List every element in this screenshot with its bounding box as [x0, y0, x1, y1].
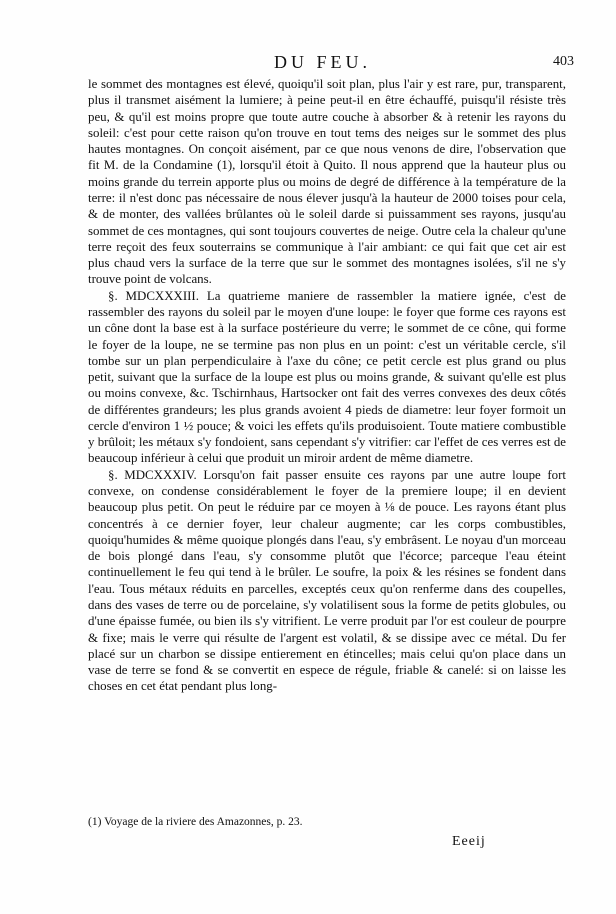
- paragraph-continuation: le sommet des montagnes est élevé, quoiqu'il soit plan, plus l'air y est rare, pur, transparent, plus il transmet aisément la lumiere; à peine peut-il en être échauffé, puisqu'il résiste très peu, & qu'il est moins propre que toute autre couche à absorber & à retenir les rayons du soleil: c'est pour cette raison qu'on trouve en tout tems des neiges sur le sommet des plus hautes montagnes. On conçoit aisément, par ce que nous venons de dire, l'observation que fit M. de la Condamine (1), lorsqu'il étoit à Quito. Il nous apprend que la hauteur plus ou moins grande du terrein apporte plus ou moins de degré de différence à la température de la terre: il n'est donc pas nécessaire de nous élever jusqu'à la hauteur de 2000 toises pour cela, & de monter, des vallées brûlantes où le soleil darde si puissamment ses rayons, jusqu'au sommet de ces montagnes, qui sont toujours couvertes de neige. Outre cela la chaleur qu'une terre reçoit des feux souterrains se communique à l'air ambiant: ce qui fait que cet air est plus chaud vers la surface de la terre que sur le sommet des montagnes isolées, s'il ne s'y trouve point de volcans.: [88, 77, 566, 287]
- page-number: 403: [553, 54, 574, 69]
- body-text: [88, 76, 566, 695]
- running-head: [88, 52, 574, 76]
- signature-mark: Eeeij: [452, 834, 486, 849]
- page-title: DU FEU.: [274, 52, 372, 72]
- paragraph-section-1633: §. MDCXXXIII. La quatrieme maniere de rassembler la matiere ignée, c'est de rassembler des rayons du soleil par le moyen d'une loupe: le foyer que forme ces rayons est un cône dont la base est à la surface postérieure du verre; le sommet de ce cône, qui forme le foyer de la loupe, ne se termine pas non plus en un point: c'est un véritable cercle, s'il tombe sur un plan perpendiculaire à l'axe du cône; ce petit cercle est plus grand ou plus petit, suivant que la surface de la loupe est plus ou moins grande, & suivant qu'elle est plus ou moins convexe, &c. Tschirnhaus, Hartsocker ont fait des verres convexes des deux côtés de différentes grandeurs; les plus grands avoient 4 pieds de diametre: leur foyer formoit un cercle d'environ 1 ½ pouce; & voici les effets qu'ils produisoient. Toute matiere combustible y brûloit; les métaux s'y fondoient, sans cependant s'y vitrifier: car l'effet de ces verres est de beaucoup inférieur à celui que produit un miroir ardent de même diametre.: [88, 288, 566, 466]
- footnote: (1) Voyage de la riviere des Amazonnes, p. 23.: [88, 816, 303, 828]
- paragraph-section-1634: §. MDCXXXIV. Lorsqu'on fait passer ensuite ces rayons par une autre loupe fort convexe, on condense considérablement le foyer de la premiere loupe; il en devient beaucoup plus petit. On peut le réduire par ce moyen à ⅛ de pouce. Les rayons étant plus concentrés à ce dernier foyer, leur chaleur augmente; car les corps combustibles, quoiqu'humides & même quoique plongés dans l'eau, s'y embrâsent. Le noyau d'un morceau de bois plongé dans l'eau, s'y consomme plutôt que l'écorce; parceque l'eau éteint continuellement le feu qui tend à le brûler. Le soufre, la poix & les résines se fondent dans l'eau. Tous métaux réduits en parcelles, exceptés ceux qu'on renferme dans des coupelles, dans des vases de terre ou de porcelaine, s'y volatilisent sous la forme de petits globules, ou d'une épaisse fumée, ou bien ils s'y vitrifient. Le verre produit par l'or est couleur de pourpre & fixe; mais le verre qui résulte de l'argent est volatil, & se dissipe avec ce métal. Du fer placé sur un charbon se dissipe entierement en étincelles; mais celui qu'on place dans un vase de terre se fond & se convertit en espece de régule, friable & canelé: si on laisse les choses en cet état pendant plus long-: [88, 467, 566, 694]
